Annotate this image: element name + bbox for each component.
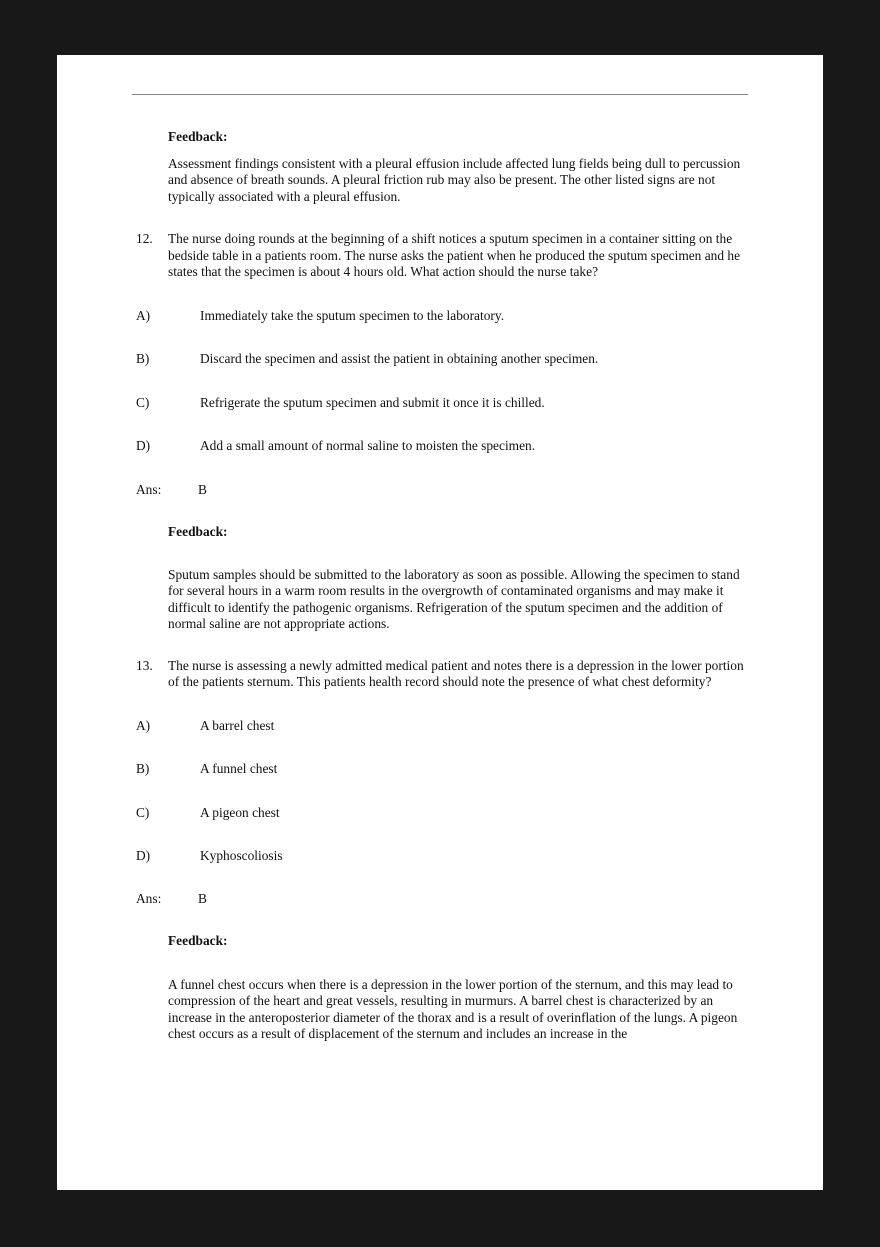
answer-value: B <box>198 481 207 497</box>
option-text: Add a small amount of normal saline to moisten the specimen. <box>200 438 536 453</box>
answer-row <box>136 482 748 499</box>
option-row-a <box>136 308 748 325</box>
document-page <box>57 55 823 1190</box>
option-text: Kyphoscoliosis <box>200 848 283 863</box>
feedback-text: Assessment findings consistent with a pleural effusion include affected lung fields being dull to percussion and absence of breath sounds. A pleural friction rub may also be present. The other listed signs are not typically associated with a pleural effusion. <box>168 155 741 204</box>
feedback-label: Feedback: <box>168 129 228 144</box>
option-letter: B) <box>136 761 150 776</box>
option-letter: A) <box>136 307 151 323</box>
option-text: A funnel chest <box>200 761 278 776</box>
option-letter: D) <box>136 848 151 863</box>
option-text: A pigeon chest <box>200 804 280 820</box>
option-letter: B) <box>136 351 150 366</box>
option-row-b <box>136 351 748 368</box>
option-row-a <box>136 718 748 735</box>
option-text: Refrigerate the sputum specimen and submit it once it is chilled. <box>200 394 545 410</box>
option-row-d <box>136 438 748 455</box>
answer-row <box>136 891 748 908</box>
answer-label: Ans: <box>136 890 162 906</box>
question-12 <box>136 231 748 281</box>
feedback-text: Sputum samples should be submitted to the laboratory as soon as possible. Allowing the specimen to stand for several hours in a warm room results in the overgrowth of contaminated organisms and may make it difficult to identify the pathogenic organisms. Refrigeration of the sputum specimen and the addition of normal saline are not appropriate actions. <box>168 566 740 631</box>
question-13 <box>136 658 748 691</box>
feedback-label: Feedback: <box>168 524 228 539</box>
feedback-label: Feedback: <box>168 933 228 948</box>
option-row-c <box>136 805 748 822</box>
answer-label: Ans: <box>136 481 162 497</box>
option-row-b <box>136 761 748 778</box>
feedback-text: A funnel chest occurs when there is a depression in the lower portion of the sternum, and this may lead to compression of the heart and great vessels, resulting in murmurs. A barrel chest is characterized by an increase in the anteroposterior diameter of the thorax and is a result of overinflation of the lungs. A pigeon chest occurs as a result of displacement of the sternum and includes an increase in the <box>168 976 738 1041</box>
question-text: The nurse is assessing a newly admitted medical patient and notes there is a depression in the lower portion of the patients sternum. This patients health record should note the presence of what chest deformity? <box>168 657 744 689</box>
option-row-d <box>136 848 748 865</box>
option-text: A barrel chest <box>200 717 275 733</box>
divider <box>132 94 748 95</box>
option-row-c <box>136 395 748 412</box>
option-letter: C) <box>136 804 150 820</box>
answer-value: B <box>198 890 207 906</box>
question-number: 12. <box>136 231 153 246</box>
option-letter: A) <box>136 717 151 733</box>
question-number: 13. <box>136 657 153 673</box>
option-letter: D) <box>136 438 151 453</box>
option-text: Discard the specimen and assist the patient in obtaining another specimen. <box>200 351 599 366</box>
option-text: Immediately take the sputum specimen to the laboratory. <box>200 307 505 323</box>
question-text: The nurse doing rounds at the beginning of a shift notices a sputum specimen in a container sitting on the bedside table in a patients room. The nurse asks the patient when he produced the sputum specimen and he states that the specimen is about 4 hours old. What action should the nurse take? <box>168 231 741 279</box>
page-content <box>136 55 748 1043</box>
option-letter: C) <box>136 394 150 410</box>
